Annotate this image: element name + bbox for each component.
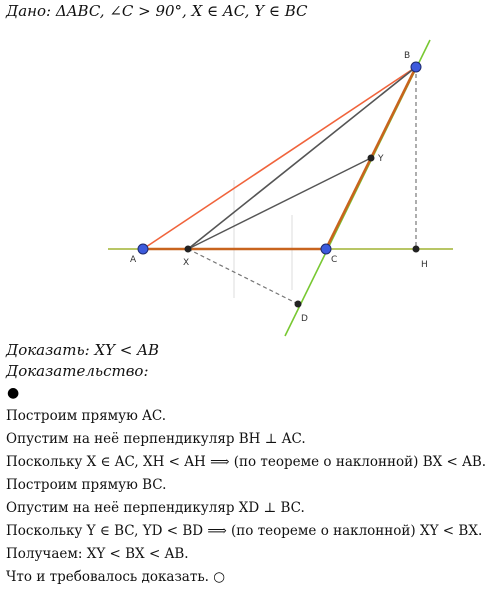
point-d [295,301,302,308]
prove-statement: Доказать: XY < AB [6,341,160,359]
proof-step: Поскольку X ∈ AC, XH < AH ⟹ (по теореме о наклонной) BX < AB. [6,454,487,470]
given-statement: Дано: ΔABC, ∠C > 90°, X ∈ AC, Y ∈ BC [6,2,308,20]
label-x: X [183,258,190,268]
point-b [411,62,421,72]
perpendicular-xd [188,249,298,304]
proof-heading: Доказательство: [6,362,149,380]
proof-step: Опустим на неё перпендикуляр BH ⊥ AC. [6,431,306,447]
proof-step: Опустим на неё перпендикуляр XD ⊥ BC. [6,500,305,516]
point-a [138,244,148,254]
proof-step: Построим прямую AC. [6,408,167,424]
proof-step: Получаем: XY < BX < AB. [6,546,189,562]
label-c: C [331,255,338,265]
point-h [413,246,420,253]
label-y: Y [378,154,384,164]
proof-step: Что и требовалось доказать. ○ [6,569,226,585]
label-b: B [404,51,411,61]
label-a: A [130,255,137,265]
side-ab [143,67,416,249]
point-c [321,244,331,254]
proof-steps [6,405,486,589]
proof-step: Поскольку Y ∈ BC, YD < BD ⟹ (по теореме о наклонной) XY < BX. [6,523,483,539]
segment-xy [188,158,371,249]
proof-step: Построим прямую BC. [6,477,167,493]
point-x [185,246,192,253]
label-d: D [301,314,308,324]
label-h: H [421,260,428,270]
point-y [368,155,375,162]
bullet-marker: ● [7,385,20,401]
